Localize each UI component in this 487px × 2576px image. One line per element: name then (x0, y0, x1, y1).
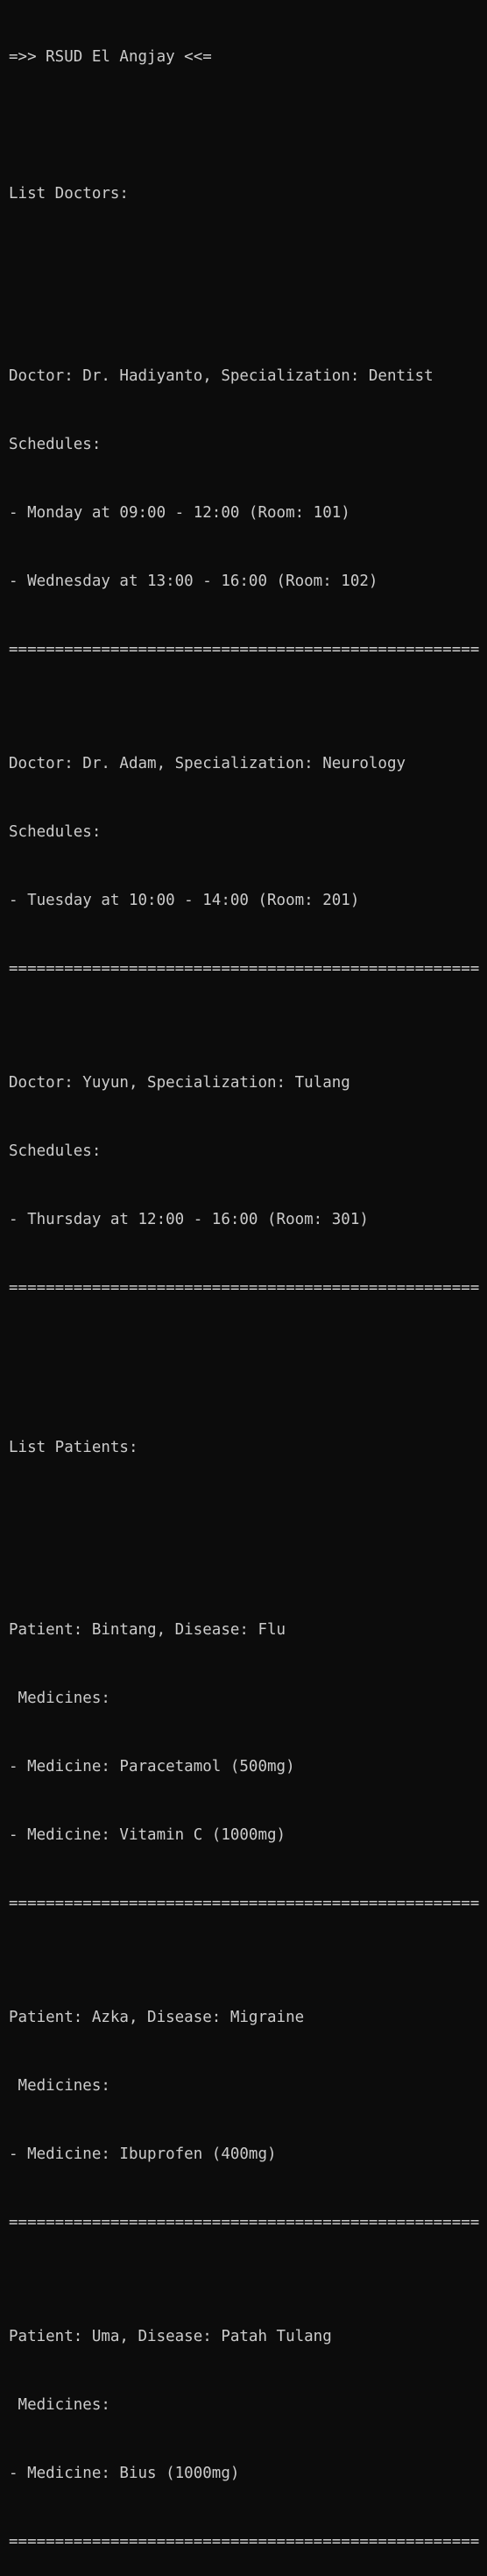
patients-heading: List Patients: (9, 1439, 138, 1456)
schedules-label: Schedules: (9, 436, 102, 453)
program-header: =>> RSUD El Angjay <<= (9, 48, 212, 66)
blank-line (9, 114, 487, 137)
medicines-label: Medicines: (9, 1690, 110, 1707)
doctor-line: Doctor: Yuyun, Specialization: Tulang (9, 1074, 350, 1092)
medicine-line: - Medicine: Paracetamol (500mg) (9, 1758, 295, 1775)
patient-line: Patient: Bintang, Disease: Flu (9, 1621, 286, 1639)
schedule-line: - Wednesday at 13:00 - 16:00 (Room: 102) (9, 573, 378, 590)
blank-line (9, 251, 487, 274)
medicines-label: Medicines: (9, 2396, 110, 2414)
separator: =================================================== (9, 2214, 480, 2231)
separator: =================================================== (9, 641, 480, 658)
separator: =================================================== (9, 2533, 480, 2551)
medicine-line: - Medicine: Vitamin C (1000mg) (9, 1826, 286, 1844)
patient-line: Patient: Azka, Disease: Migraine (9, 2009, 305, 2026)
blank-line (9, 1505, 487, 1527)
medicine-line: - Medicine: Ibuprofen (400mg) (9, 2145, 277, 2163)
doctor-line: Doctor: Dr. Hadiyanto, Specialization: Dentist (9, 367, 434, 385)
doctor-line: Doctor: Dr. Adam, Specialization: Neurology (9, 755, 406, 772)
blank-line (9, 1368, 487, 1391)
doctors-heading: List Doctors: (9, 185, 129, 203)
patient-line: Patient: Uma, Disease: Patah Tulang (9, 2328, 332, 2345)
medicines-label: Medicines: (9, 2077, 110, 2095)
schedule-line: - Monday at 09:00 - 12:00 (Room: 101) (9, 504, 350, 522)
separator: =================================================== (9, 1895, 480, 1912)
schedule-line: - Thursday at 12:00 - 16:00 (Room: 301) (9, 1211, 369, 1228)
medicine-line: - Medicine: Bius (1000mg) (9, 2465, 240, 2482)
schedules-label: Schedules: (9, 823, 102, 841)
schedules-label: Schedules: (9, 1142, 102, 1160)
separator: =================================================== (9, 1279, 480, 1297)
schedule-line: - Tuesday at 10:00 - 14:00 (Room: 201) (9, 892, 360, 909)
separator: =================================================== (9, 960, 480, 978)
